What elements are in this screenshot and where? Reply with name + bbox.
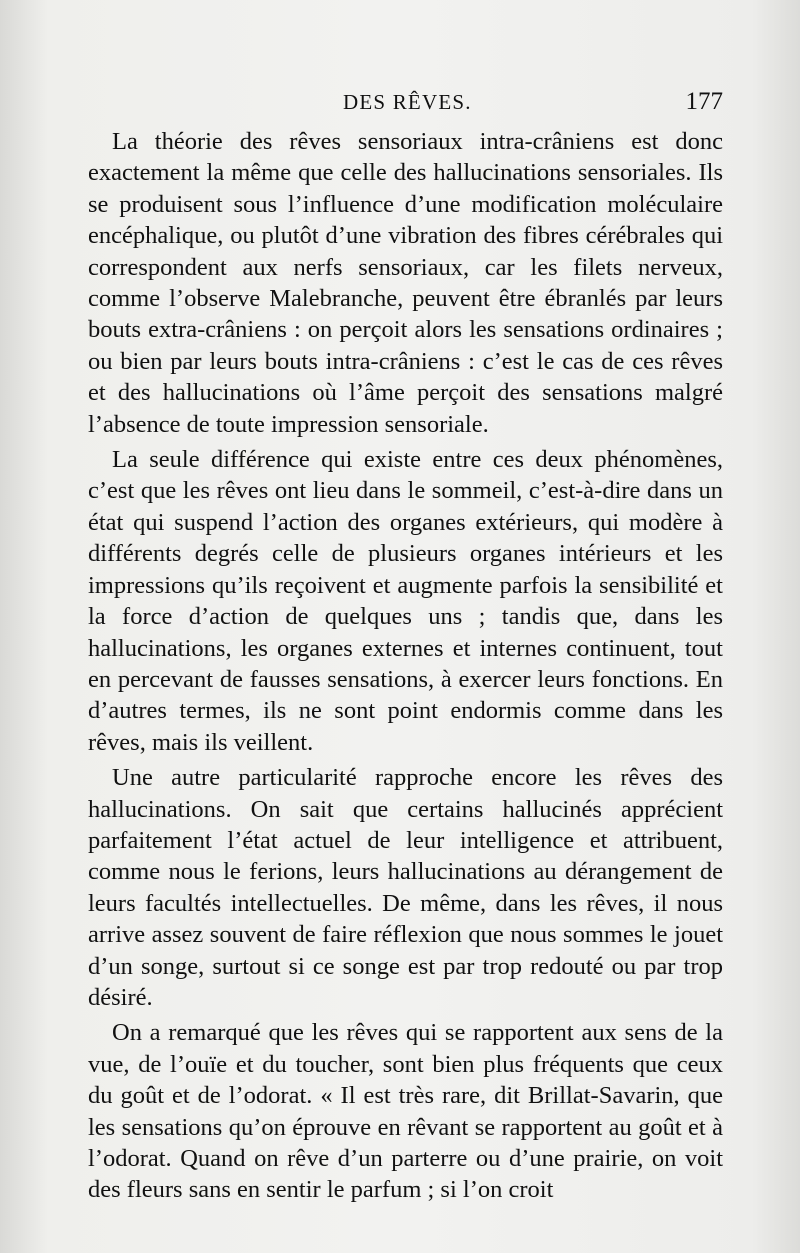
paragraph: Une autre particularité rapproche encore les rêves des hallucinations. On sait que certains hallucinés apprécient parfaitement l’état actuel de leur intelligence et attribuent, comme nous le ferions, leurs hallucinations au dérangement de leurs facultés intellectuelles. De même, dans les rêves, il nous arrive assez souvent de faire réflexion que nous sommes le jouet d’un songe, surtout si ce songe est par trop redouté ou par trop désiré.	[88, 764, 723, 1011]
paragraph: La seule différence qui existe entre ces deux phénomènes, c’est que les rêves ont lieu dans le sommeil, c’est-à-dire dans un état qui suspend l’action des organes extérieurs, qui modère à différents degrés celle de plusieurs organes intérieurs et les impressions qu’ils reçoivent et augmente parfois la sensibilité et la force d’action de quelques uns ; tandis que, dans les hallucinations, les organes externes et internes continuent, tout en percevant de fausses sensations, à exercer leurs fonctions. En d’autres termes, ils ne sont point endormis comme dans les rêves, mais ils veillent.	[88, 446, 723, 756]
paragraph: On a remarqué que les rêves qui se rapportent aux sens de la vue, de l’ouïe et du toucher, sont bien plus fréquents que ceux du goût et de l’odorat. « Il est très rare, dit Brillat-Savarin, que les sensations qu’on éprouve en rêvant se rapportent au goût et à l’odorat. Quand on rêve d’un parterre ou d’une prairie, on voit des fleurs sans en sentir le parfum ; si l’on croit	[88, 1019, 723, 1204]
running-title: DES RÊVES.	[343, 90, 472, 114]
page-header	[88, 88, 723, 128]
page-number: 177	[685, 88, 723, 115]
paragraph: La théorie des rêves sensoriaux intra-crâniens est donc exactement la même que celle des hallucinations sensoriales. Ils se produisent sous l’influence d’une modification moléculaire encéphalique, ou plutôt d’une vibration des fibres cérébrales qui correspondent aux nerfs sensoriaux, car les filets nerveux, comme l’observe Malebranche, peuvent être ébranlés par leurs bouts extra-crâniens : on perçoit alors les sensations ordinaires ; ou bien par leurs bouts intra-crâniens : c’est le cas de ces rêves et des hallucinations où l’âme perçoit des sensations malgré l’absence de toute impression sensoriale.	[88, 128, 723, 438]
body-text	[88, 126, 723, 1210]
